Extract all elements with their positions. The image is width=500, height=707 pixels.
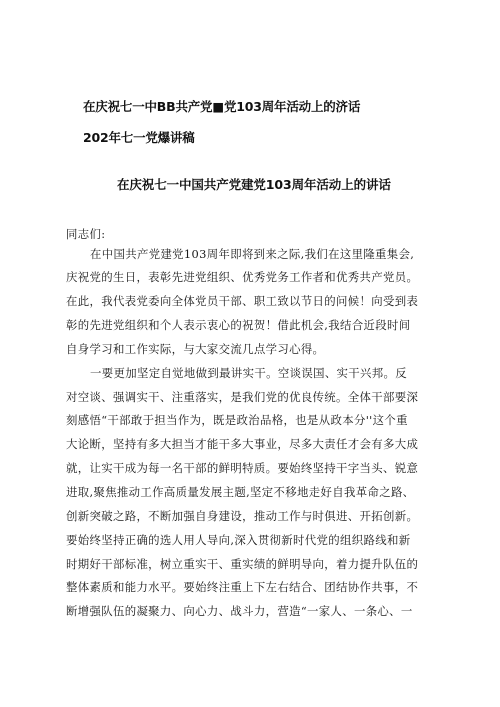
body-line: 刻感悟“干部敢于担当作为，既是政治品格，也是从政本分''这个重 — [66, 413, 408, 427]
body-line: 自身学习和工作实际，与大家交流几点学习心得。 — [66, 342, 325, 356]
body-line: 整体素质和能力水平。要始终注重上下左右结合、团结协作共事，不 — [66, 580, 419, 594]
body-line: 在中国共产党建党103周年即将到来之际,我们在这里隆重集会, — [90, 247, 415, 261]
body-line: 要始终坚持正确的选人用人导向,深入贯彻新时代党的组织路线和新 — [66, 533, 411, 547]
body-line: 大论断，坚持有多大担当才能干多大事业，尽多大责任才会有多大成 — [66, 437, 419, 451]
body-line: 断增强队伍的凝聚力、向心力、战斗力，营造“一家人、一条心、一 — [66, 604, 413, 618]
document-heading-1: 在庆祝七一中BB共产党■党103周年活动上的济话 — [83, 99, 361, 114]
speech-title: 在庆祝七一中国共产党建党103周年活动上的讲话 — [117, 177, 391, 192]
salutation: 同志们: — [66, 227, 106, 241]
body-line: 庆祝党的生日，表彰先进党组织、优秀党务工作者和优秀共产党员。 — [66, 270, 419, 284]
body-line: 时期好干部标准，树立重实干、重实绩的鲜明导向，着力提升队伍的 — [66, 557, 419, 571]
body-line: 对空谈、强调实干、注重落实，是我们党的优良传统。全体干部要深 — [66, 390, 419, 404]
body-line: 就，让实干成为每一名干部的鲜明特质。要始终坚持干字当头、锐意 — [66, 461, 419, 475]
body-line: 一要更加坚定自觉地做到最讲实干。空谈误国、实干兴邦。反 — [90, 366, 407, 380]
body-line: 创新突破之路，不断加强自身建设，推动工作与时俱进、开拓创新。 — [66, 509, 419, 523]
body-line: 在此，我代表党委向全体党员干部、职工致以节日的问候！向受到表 — [66, 294, 419, 308]
body-line: 进取,聚焦推动工作高质量发展主题,坚定不移地走好自我革命之路、 — [66, 485, 415, 499]
body-line: 彰的先进党组织和个人表示衷心的祝贺！借此机会,我结合近段时间 — [66, 318, 411, 332]
document-heading-2: 202年七一党爆讲稿 — [83, 130, 195, 145]
